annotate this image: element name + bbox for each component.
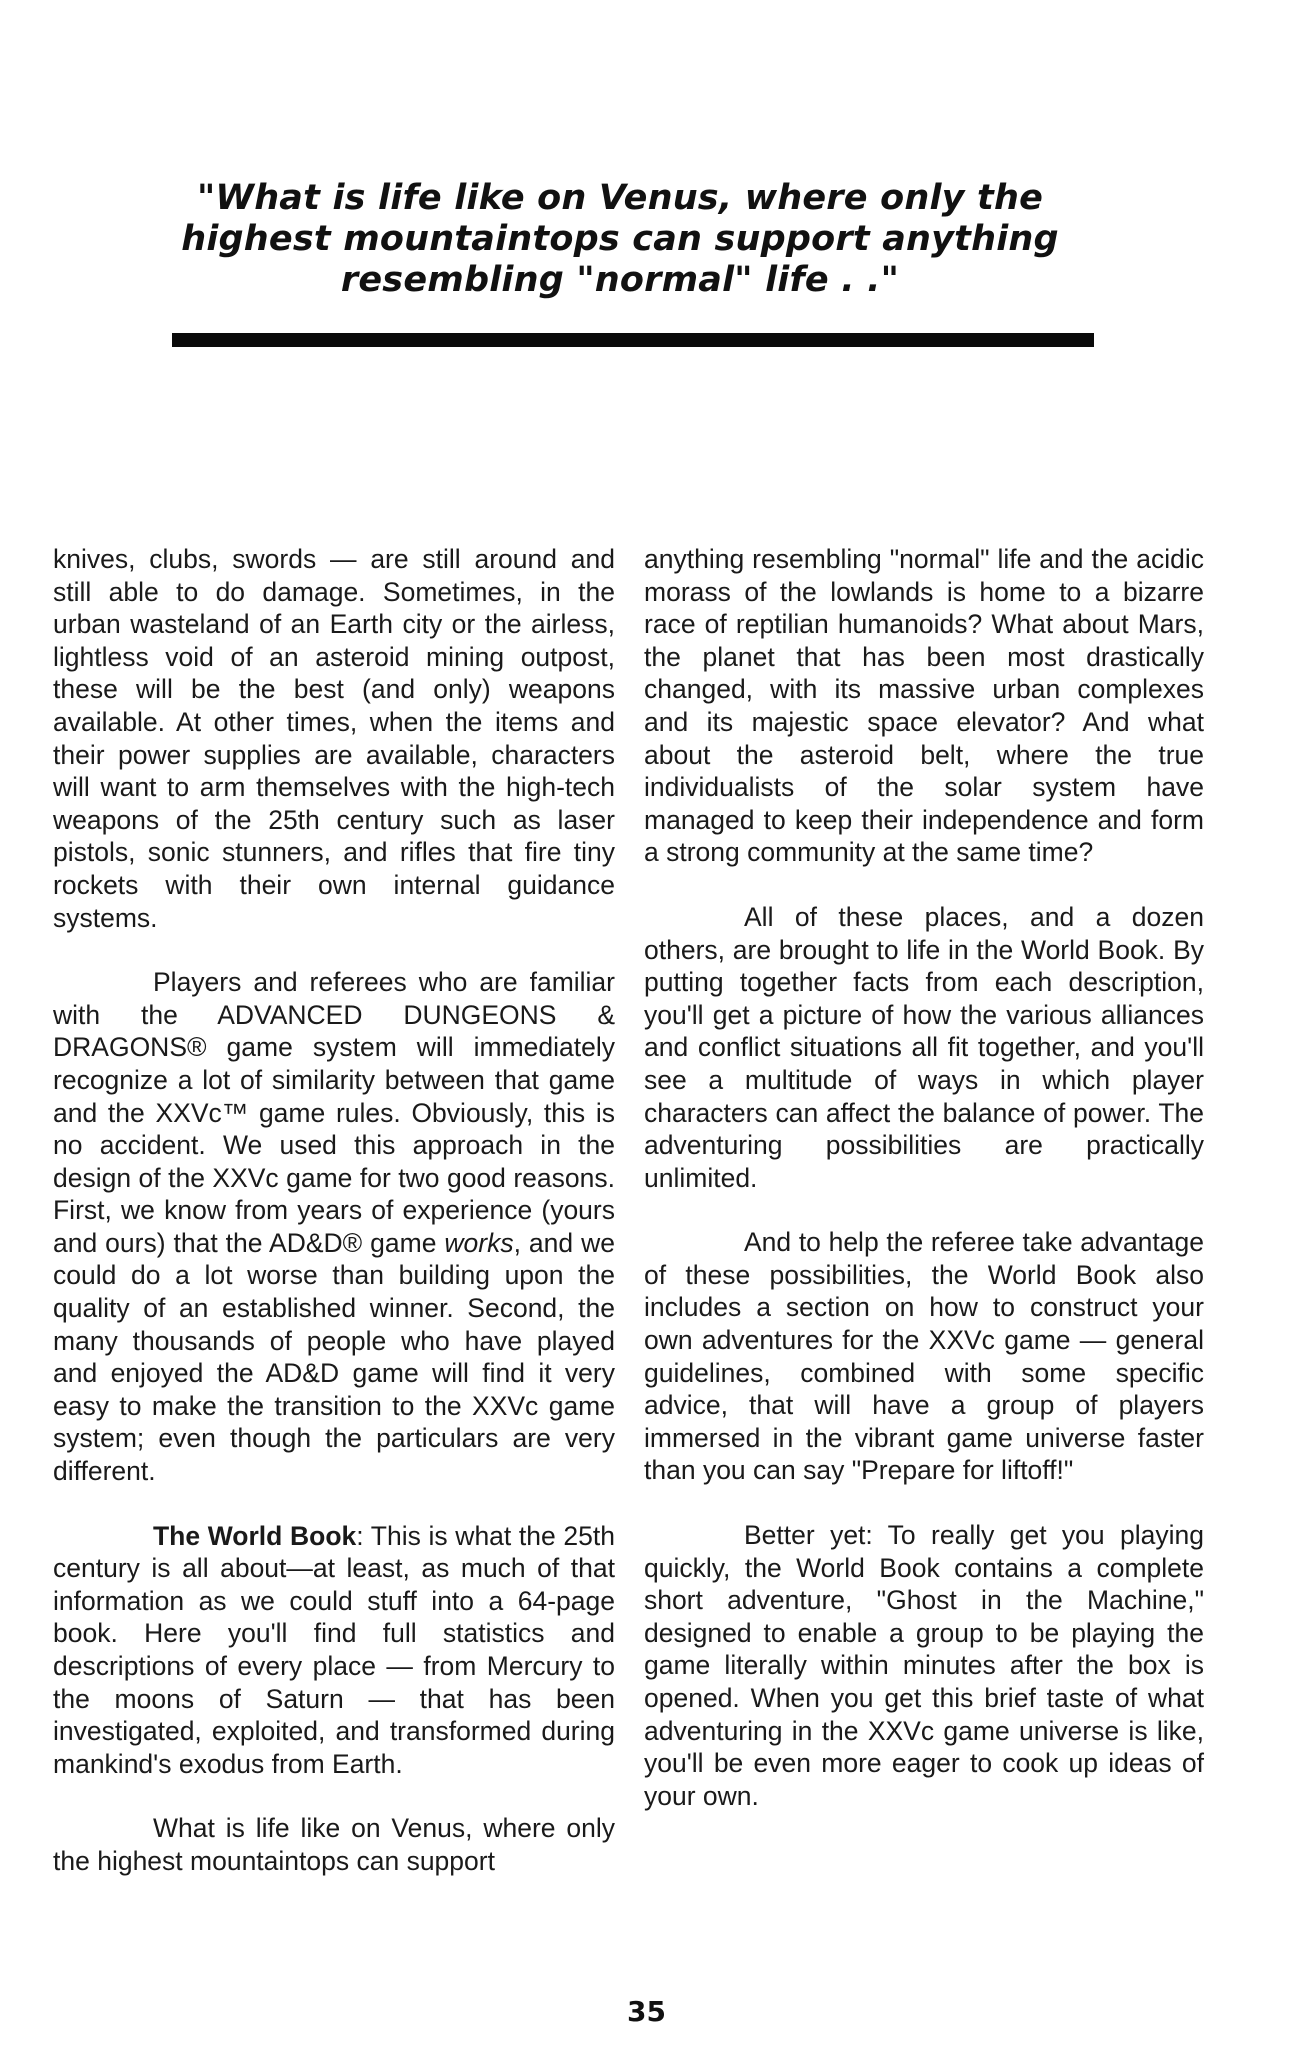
pull-quote-line-2: highest mountaintops can support anything bbox=[181, 219, 1059, 259]
left-paragraph-2 bbox=[53, 966, 615, 1488]
right-paragraph-3: And to help the referee take advantage of these possibilities, the World Book also includes a section on how to construct your own adventures for the XXVc game — general guidelines, combined with some specific advice, that will have a group of players immersed in the vibrant game universe faster than you can say "Prepare for liftoff!" bbox=[644, 1227, 1204, 1486]
page-number: 35 bbox=[627, 1995, 666, 2028]
horizontal-rule bbox=[172, 333, 1094, 347]
left-paragraph-3-text: : This is what the 25th century is all about—at least, as much of that information as we could stuff into a 64-page book. Here you'll find full statistics and descriptions of every place — from Mercury to the moons of Saturn — that has been investigated, exploited, and transformed during mankind's exodus from Earth. bbox=[53, 1520, 616, 1779]
right-paragraph-2: All of these places, and a dozen others, are brought to life in the World Book. By putting together facts from each description, you'll get a picture of how the various alliances and conflict situations all fit together, and you'll see a multitude of ways in which player characters can affect the balance of power. The adventuring possibilities are practically unlimited. bbox=[644, 901, 1204, 1193]
right-paragraph-1: anything resembling "normal" life and the acidic morass of the lowlands is home to a bizarre race of reptilian humanoids? What about Mars, the planet that has been most drastically changed, with its massive urban complexes and its majestic space elevator? And what about the asteroid belt, where the true individualists of the solar system have managed to keep their independence and form a strong community at the same time? bbox=[644, 544, 1204, 868]
world-book-heading: The World Book bbox=[153, 1520, 357, 1551]
left-paragraph-2-part-b: , and we could do a lot worse than building upon the quality of an established winner. Second, the many thousands of people who have played and enjoyed the AD&D game will find it very easy to make the transition to the XXVc game system; even though the particulars are very different. bbox=[53, 1227, 615, 1487]
left-paragraph-1: knives, clubs, swords — are still around and still able to do damage. Sometimes, in the urban wasteland of an Earth city or the airless, lightless void of an asteroid mining outpost, these will be the best (and only) weapons available. At other times, when the items and their power supplies are available, characters will want to arm themselves with the high-tech weapons of the 25th century such as laser pistols, sonic stunners, and rifles that fire tiny rockets with their own internal guidance systems. bbox=[53, 544, 615, 933]
left-paragraph-2-part-a: Players and referees who are familiar with the ADVANCED DUNGEONS & DRAGONS® game system will immediately recognize a lot of similarity between that game and the XXVc™ game rules. Obviously, this is no accident. We used this approach in the design of the XXVc game for two good reasons. First, we know from years of experience (yours and ours) that the AD&D® game bbox=[53, 967, 615, 1258]
pull-quote-line-1: "What is life like on Venus, where only the bbox=[196, 178, 1044, 218]
left-paragraph-3 bbox=[53, 1520, 615, 1781]
left-column bbox=[53, 543, 615, 1910]
emphasis-works: works bbox=[444, 1227, 514, 1258]
pull-quote-line-3: resembling "normal" life . ." bbox=[340, 260, 900, 300]
right-column bbox=[644, 543, 1204, 1844]
left-paragraph-4: What is life like on Venus, where only the highest mountaintops can support bbox=[53, 1813, 615, 1876]
pull-quote bbox=[170, 178, 1070, 301]
right-paragraph-4: Better yet: To really get you playing quickly, the World Book contains a complete short adventure, "Ghost in the Machine," designed to enable a group to be playing the game literally within minutes after the box is opened. When you get this brief taste of what adventuring in the XXVc game universe is like, you'll be even more eager to cook up ideas of your own. bbox=[644, 1520, 1204, 1811]
